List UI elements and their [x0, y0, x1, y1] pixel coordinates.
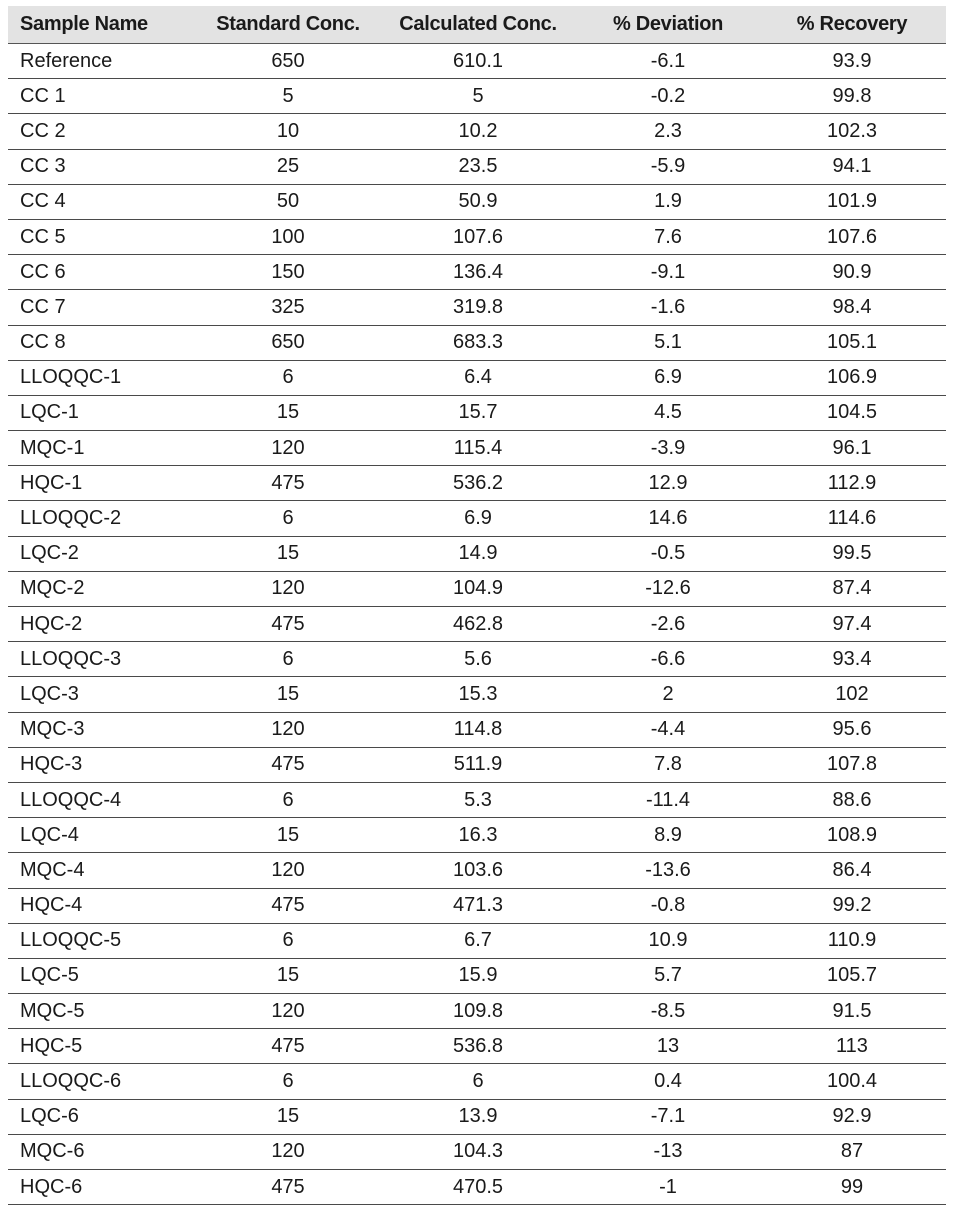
table-row	[8, 712, 946, 747]
cell-calculated-conc: 683.3	[378, 325, 578, 360]
table-row	[8, 607, 946, 642]
cell-sample-name: LQC-6	[8, 1099, 198, 1134]
cell-percent-recovery: 94.1	[758, 149, 946, 184]
cell-sample-name: LLOQQC-6	[8, 1064, 198, 1099]
cell-percent-recovery: 105.7	[758, 958, 946, 993]
cell-percent-recovery: 87	[758, 1134, 946, 1169]
cell-standard-conc: 475	[198, 888, 378, 923]
cell-percent-deviation: -7.1	[578, 1099, 758, 1134]
header-percent-recovery: % Recovery	[758, 6, 946, 44]
table-row	[8, 571, 946, 606]
cell-calculated-conc: 5.3	[378, 782, 578, 817]
cell-calculated-conc: 6.9	[378, 501, 578, 536]
cell-calculated-conc: 14.9	[378, 536, 578, 571]
cell-percent-deviation: 6.9	[578, 360, 758, 395]
table-row	[8, 1170, 946, 1205]
cell-standard-conc: 100	[198, 219, 378, 254]
cell-percent-recovery: 98.4	[758, 290, 946, 325]
cell-percent-recovery: 106.9	[758, 360, 946, 395]
cell-calculated-conc: 15.9	[378, 958, 578, 993]
cell-percent-recovery: 102.3	[758, 114, 946, 149]
cell-sample-name: CC 1	[8, 79, 198, 114]
cell-calculated-conc: 50.9	[378, 184, 578, 219]
table-row	[8, 431, 946, 466]
cell-percent-deviation: 7.8	[578, 747, 758, 782]
cell-calculated-conc: 610.1	[378, 44, 578, 79]
cell-percent-recovery: 99.5	[758, 536, 946, 571]
cell-standard-conc: 475	[198, 607, 378, 642]
cell-percent-deviation: 1.9	[578, 184, 758, 219]
cell-standard-conc: 15	[198, 818, 378, 853]
cell-calculated-conc: 470.5	[378, 1170, 578, 1205]
cell-standard-conc: 6	[198, 1064, 378, 1099]
cell-percent-recovery: 101.9	[758, 184, 946, 219]
cell-percent-deviation: -0.8	[578, 888, 758, 923]
cell-sample-name: MQC-3	[8, 712, 198, 747]
cell-percent-deviation: -2.6	[578, 607, 758, 642]
cell-standard-conc: 120	[198, 994, 378, 1029]
cell-percent-deviation: 4.5	[578, 395, 758, 430]
cell-percent-deviation: 10.9	[578, 923, 758, 958]
cell-percent-recovery: 105.1	[758, 325, 946, 360]
cell-percent-recovery: 90.9	[758, 255, 946, 290]
cell-calculated-conc: 511.9	[378, 747, 578, 782]
cell-percent-recovery: 112.9	[758, 466, 946, 501]
cell-standard-conc: 50	[198, 184, 378, 219]
cell-percent-deviation: 0.4	[578, 1064, 758, 1099]
header-calculated-conc: Calculated Conc.	[378, 6, 578, 44]
cell-percent-deviation: -9.1	[578, 255, 758, 290]
cell-calculated-conc: 319.8	[378, 290, 578, 325]
cell-standard-conc: 120	[198, 431, 378, 466]
cell-sample-name: LQC-3	[8, 677, 198, 712]
cell-sample-name: LQC-5	[8, 958, 198, 993]
cell-percent-deviation: -13.6	[578, 853, 758, 888]
cell-standard-conc: 15	[198, 1099, 378, 1134]
cell-percent-deviation: -6.1	[578, 44, 758, 79]
cell-standard-conc: 475	[198, 466, 378, 501]
cell-standard-conc: 120	[198, 1134, 378, 1169]
table-row	[8, 958, 946, 993]
cell-percent-deviation: -11.4	[578, 782, 758, 817]
cell-percent-deviation: 5.1	[578, 325, 758, 360]
table-row	[8, 747, 946, 782]
cell-calculated-conc: 462.8	[378, 607, 578, 642]
cell-standard-conc: 15	[198, 536, 378, 571]
cell-standard-conc: 475	[198, 747, 378, 782]
cell-percent-deviation: -0.2	[578, 79, 758, 114]
cell-calculated-conc: 10.2	[378, 114, 578, 149]
cell-calculated-conc: 15.7	[378, 395, 578, 430]
cell-sample-name: HQC-3	[8, 747, 198, 782]
table-row	[8, 994, 946, 1029]
cell-percent-deviation: -8.5	[578, 994, 758, 1029]
cell-calculated-conc: 5.6	[378, 642, 578, 677]
cell-sample-name: HQC-4	[8, 888, 198, 923]
cell-sample-name: LQC-4	[8, 818, 198, 853]
cell-percent-deviation: 13	[578, 1029, 758, 1064]
cell-sample-name: LLOQQC-1	[8, 360, 198, 395]
cell-standard-conc: 10	[198, 114, 378, 149]
cell-standard-conc: 6	[198, 360, 378, 395]
table-row	[8, 149, 946, 184]
cell-standard-conc: 15	[198, 958, 378, 993]
cell-percent-recovery: 104.5	[758, 395, 946, 430]
cell-percent-deviation: -3.9	[578, 431, 758, 466]
table-row	[8, 44, 946, 79]
table-row	[8, 360, 946, 395]
table-row	[8, 466, 946, 501]
cell-calculated-conc: 13.9	[378, 1099, 578, 1134]
table-row	[8, 255, 946, 290]
cell-calculated-conc: 104.3	[378, 1134, 578, 1169]
table-row	[8, 536, 946, 571]
cell-percent-deviation: -4.4	[578, 712, 758, 747]
cell-standard-conc: 6	[198, 501, 378, 536]
results-table-container	[8, 6, 946, 1205]
cell-percent-deviation: 12.9	[578, 466, 758, 501]
cell-percent-recovery: 87.4	[758, 571, 946, 606]
cell-standard-conc: 25	[198, 149, 378, 184]
cell-percent-deviation: -1	[578, 1170, 758, 1205]
cell-percent-recovery: 91.5	[758, 994, 946, 1029]
header-standard-conc: Standard Conc.	[198, 6, 378, 44]
table-row	[8, 642, 946, 677]
table-row	[8, 114, 946, 149]
table-row	[8, 782, 946, 817]
cell-sample-name: CC 8	[8, 325, 198, 360]
cell-calculated-conc: 107.6	[378, 219, 578, 254]
table-row	[8, 923, 946, 958]
table-row	[8, 888, 946, 923]
cell-calculated-conc: 536.2	[378, 466, 578, 501]
cell-percent-deviation: -1.6	[578, 290, 758, 325]
cell-percent-recovery: 92.9	[758, 1099, 946, 1134]
table-row	[8, 1064, 946, 1099]
cell-calculated-conc: 104.9	[378, 571, 578, 606]
cell-standard-conc: 15	[198, 677, 378, 712]
header-row	[8, 6, 946, 44]
cell-percent-recovery: 86.4	[758, 853, 946, 888]
cell-standard-conc: 120	[198, 571, 378, 606]
cell-sample-name: LQC-1	[8, 395, 198, 430]
cell-calculated-conc: 23.5	[378, 149, 578, 184]
table-row	[8, 1099, 946, 1134]
cell-sample-name: LLOQQC-3	[8, 642, 198, 677]
cell-percent-recovery: 108.9	[758, 818, 946, 853]
cell-standard-conc: 150	[198, 255, 378, 290]
cell-percent-recovery: 93.9	[758, 44, 946, 79]
cell-sample-name: MQC-2	[8, 571, 198, 606]
cell-calculated-conc: 16.3	[378, 818, 578, 853]
header-percent-deviation: % Deviation	[578, 6, 758, 44]
cell-sample-name: LLOQQC-4	[8, 782, 198, 817]
cell-sample-name: MQC-6	[8, 1134, 198, 1169]
cell-percent-deviation: 2	[578, 677, 758, 712]
cell-percent-recovery: 113	[758, 1029, 946, 1064]
header-sample-name: Sample Name	[8, 6, 198, 44]
cell-percent-deviation: -12.6	[578, 571, 758, 606]
cell-sample-name: HQC-2	[8, 607, 198, 642]
cell-standard-conc: 15	[198, 395, 378, 430]
cell-sample-name: LLOQQC-2	[8, 501, 198, 536]
table-header	[8, 6, 946, 44]
table-row	[8, 184, 946, 219]
cell-sample-name: CC 3	[8, 149, 198, 184]
cell-percent-deviation: 14.6	[578, 501, 758, 536]
cell-sample-name: CC 2	[8, 114, 198, 149]
table-row	[8, 395, 946, 430]
cell-sample-name: LQC-2	[8, 536, 198, 571]
cell-standard-conc: 6	[198, 782, 378, 817]
cell-standard-conc: 120	[198, 712, 378, 747]
cell-percent-deviation: 2.3	[578, 114, 758, 149]
cell-percent-recovery: 100.4	[758, 1064, 946, 1099]
cell-percent-deviation: -6.6	[578, 642, 758, 677]
cell-percent-recovery: 99	[758, 1170, 946, 1205]
cell-percent-recovery: 93.4	[758, 642, 946, 677]
cell-percent-deviation: 8.9	[578, 818, 758, 853]
cell-percent-recovery: 99.8	[758, 79, 946, 114]
cell-percent-recovery: 96.1	[758, 431, 946, 466]
table-row	[8, 818, 946, 853]
table-row	[8, 325, 946, 360]
cell-sample-name: MQC-5	[8, 994, 198, 1029]
cell-percent-recovery: 97.4	[758, 607, 946, 642]
cell-percent-recovery: 107.6	[758, 219, 946, 254]
cell-calculated-conc: 5	[378, 79, 578, 114]
cell-calculated-conc: 6.4	[378, 360, 578, 395]
cell-sample-name: CC 4	[8, 184, 198, 219]
table-row	[8, 1134, 946, 1169]
cell-percent-deviation: 7.6	[578, 219, 758, 254]
cell-percent-deviation: -0.5	[578, 536, 758, 571]
cell-sample-name: MQC-4	[8, 853, 198, 888]
table-body	[8, 44, 946, 1205]
cell-sample-name: CC 6	[8, 255, 198, 290]
results-table	[8, 6, 946, 1205]
cell-calculated-conc: 115.4	[378, 431, 578, 466]
cell-sample-name: CC 7	[8, 290, 198, 325]
cell-sample-name: HQC-5	[8, 1029, 198, 1064]
cell-percent-recovery: 110.9	[758, 923, 946, 958]
cell-standard-conc: 120	[198, 853, 378, 888]
table-row	[8, 677, 946, 712]
cell-percent-recovery: 95.6	[758, 712, 946, 747]
cell-calculated-conc: 114.8	[378, 712, 578, 747]
cell-sample-name: LLOQQC-5	[8, 923, 198, 958]
cell-sample-name: HQC-1	[8, 466, 198, 501]
cell-calculated-conc: 6	[378, 1064, 578, 1099]
cell-percent-deviation: -13	[578, 1134, 758, 1169]
cell-standard-conc: 325	[198, 290, 378, 325]
cell-calculated-conc: 471.3	[378, 888, 578, 923]
cell-percent-recovery: 114.6	[758, 501, 946, 536]
cell-standard-conc: 475	[198, 1029, 378, 1064]
cell-standard-conc: 6	[198, 923, 378, 958]
cell-standard-conc: 650	[198, 325, 378, 360]
cell-percent-recovery: 99.2	[758, 888, 946, 923]
cell-percent-deviation: -5.9	[578, 149, 758, 184]
cell-calculated-conc: 536.8	[378, 1029, 578, 1064]
cell-standard-conc: 5	[198, 79, 378, 114]
cell-sample-name: CC 5	[8, 219, 198, 254]
cell-standard-conc: 650	[198, 44, 378, 79]
table-row	[8, 1029, 946, 1064]
cell-calculated-conc: 109.8	[378, 994, 578, 1029]
table-row	[8, 501, 946, 536]
table-row	[8, 853, 946, 888]
cell-percent-recovery: 107.8	[758, 747, 946, 782]
cell-calculated-conc: 6.7	[378, 923, 578, 958]
table-row	[8, 219, 946, 254]
cell-sample-name: MQC-1	[8, 431, 198, 466]
cell-standard-conc: 475	[198, 1170, 378, 1205]
cell-percent-recovery: 102	[758, 677, 946, 712]
cell-standard-conc: 6	[198, 642, 378, 677]
table-row	[8, 79, 946, 114]
cell-sample-name: Reference	[8, 44, 198, 79]
cell-sample-name: HQC-6	[8, 1170, 198, 1205]
cell-calculated-conc: 15.3	[378, 677, 578, 712]
cell-percent-deviation: 5.7	[578, 958, 758, 993]
cell-percent-recovery: 88.6	[758, 782, 946, 817]
cell-calculated-conc: 136.4	[378, 255, 578, 290]
cell-calculated-conc: 103.6	[378, 853, 578, 888]
table-row	[8, 290, 946, 325]
